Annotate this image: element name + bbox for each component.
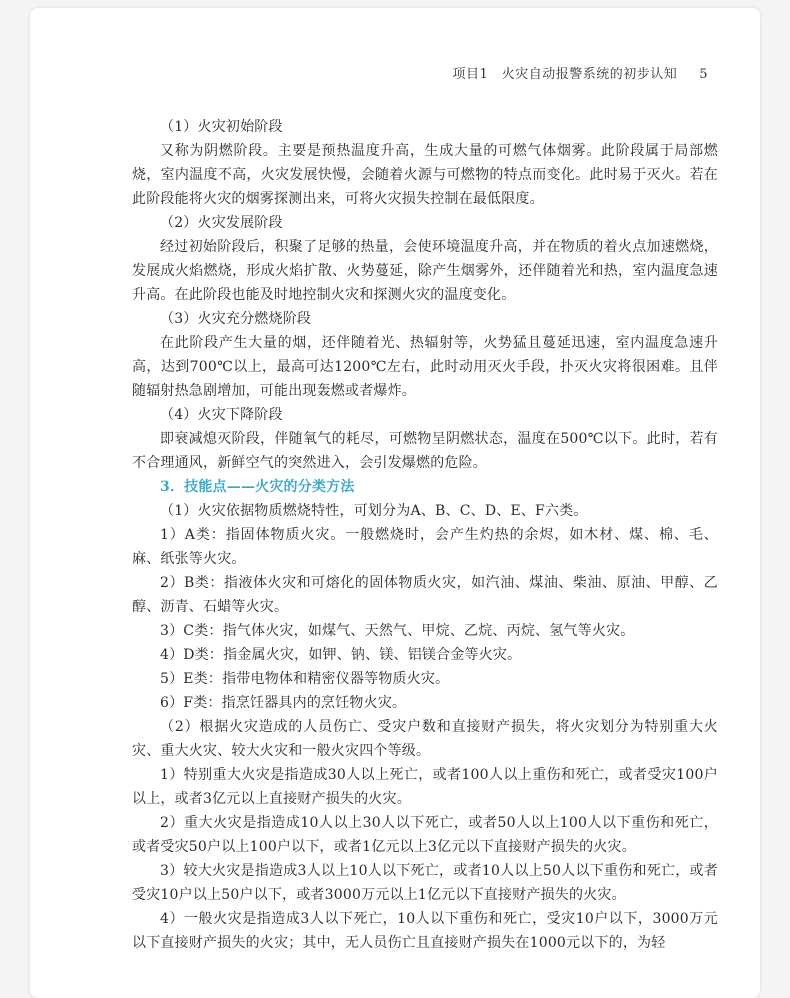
paragraph-initial-stage: 又称为阴燃阶段。主要是预热温度升高，生成大量的可燃气体烟雾。此阶段属于局部燃烧，室内温度不高，火灾发展快慢，会随着火源与可燃物的特点而变化。此时易于灭火。若在此阶段能将火灾的烟雾探测出来，可将火灾损失控制在最低限度。: [132, 143, 718, 207]
subheading-full-burning-stage: （3）火灾充分燃烧阶段: [160, 311, 312, 327]
list-item-class-c: 3）C类：指气体火灾，如煤气、天然气、甲烷、乙烷、丙烷、氢气等火灾。: [160, 623, 635, 639]
running-head-title: 项目1 火灾自动报警系统的初步认知: [452, 67, 678, 82]
body-text: [132, 115, 718, 955]
paragraph-development-stage: 经过初始阶段后，积聚了足够的热量，会使环境温度升高，并在物质的着火点加速燃烧，发展成火焰燃烧，形成火焰扩散、火势蔓延，除产生烟雾外，还伴随着光和热，室内温度急速升高。在此阶段也能及时地控制火灾和探测火灾的温度变化。: [132, 239, 718, 303]
section-heading-classification: 3．技能点——火灾的分类方法: [160, 479, 355, 495]
subheading-development-stage: （2）火灾发展阶段: [160, 215, 283, 231]
paragraph-grade-intro: （2）根据火灾造成的人员伤亡、受灾户数和直接财产损失，将火灾划分为特别重大火灾、重大火灾、较大火灾和一般火灾四个等级。: [132, 719, 718, 759]
paragraph-classification-intro: （1）火灾依据物质燃烧特性，可划分为A、B、C、D、E、F六类。: [160, 503, 588, 519]
list-item-grade-general: 4）一般火灾是指造成3人以下死亡，10人以下重伤和死亡，受灾10户以下，3000万元以下直接财产损失的火灾；其中，无人员伤亡且直接财产损失在1000元以下的，为轻: [132, 911, 718, 951]
list-item-class-b: 2）B类：指液体火灾和可熔化的固体物质火灾，如汽油、煤油、柴油、原油、甲醇、乙醇、沥青、石蜡等火灾。: [132, 575, 718, 615]
subheading-initial-stage: （1）火灾初始阶段: [160, 119, 283, 135]
subheading-decline-stage: （4）火灾下降阶段: [160, 407, 283, 423]
paragraph-decline-stage: 即衰减熄灭阶段，伴随氧气的耗尽，可燃物呈阴燃状态，温度在500℃以下。此时，若有不合理通风，新鲜空气的突然进入，会引发爆燃的危险。: [132, 431, 718, 471]
list-item-class-a: 1）A类：指固体物质火灾。一般燃烧时，会产生灼热的余烬，如木材、煤、棉、毛、麻、纸张等火灾。: [132, 527, 718, 567]
book-page: [30, 8, 760, 998]
page-number: 5: [699, 67, 708, 82]
running-head: [452, 63, 708, 82]
list-item-class-d: 4）D类：指金属火灾，如钾、钠、镁、铝镁合金等火灾。: [160, 647, 522, 663]
list-item-grade-major: 2）重大火灾是指造成10人以上30人以下死亡，或者50人以上100人以下重伤和死亡，或者受灾50户以上100户以下，或者1亿元以上3亿元以下直接财产损失的火灾。: [132, 815, 718, 855]
paragraph-full-burning-stage: 在此阶段产生大量的烟，还伴随着光、热辐射等，火势猛且蔓延迅速，室内温度急速升高，达到700℃以上，最高可达1200℃左右，此时动用灭火手段，扑灭火灾将很困难。且伴随辐射热急剧增加，可能出现轰燃或者爆炸。: [132, 335, 718, 399]
list-item-grade-larger: 3）较大火灾是指造成3人以上10人以下死亡，或者10人以上50人以下重伤和死亡，或者受灾10户以上50户以下，或者3000万元以上1亿元以下直接财产损失的火灾。: [132, 863, 718, 903]
list-item-grade-extra-major: 1）特别重大火灾是指造成30人以上死亡，或者100人以上重伤和死亡，或者受灾100户以上，或者3亿元以上直接财产损失的火灾。: [132, 767, 718, 807]
list-item-class-f: 6）F类：指烹饪器具内的烹饪物火灾。: [160, 695, 407, 711]
list-item-class-e: 5）E类：指带电物体和精密仪器等物质火灾。: [160, 671, 450, 687]
